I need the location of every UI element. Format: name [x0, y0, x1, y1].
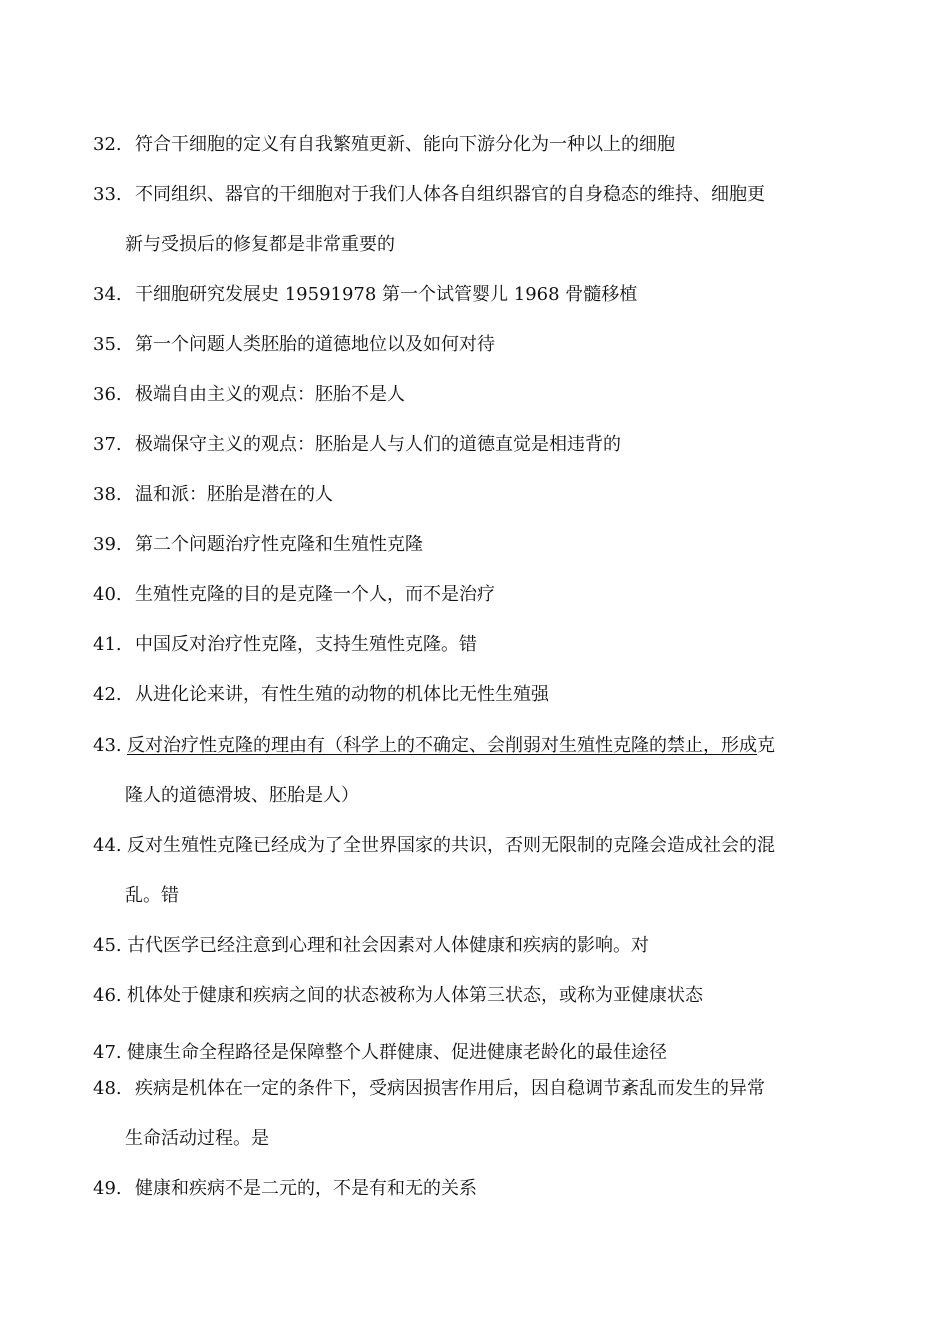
- item-number: 49.: [93, 1178, 122, 1199]
- list-item-continuation: 隆人的道德滑坡、胚胎是人）: [125, 785, 359, 806]
- list-item: [93, 133, 863, 157]
- list-item: [93, 1077, 863, 1101]
- item-text: 符合干细胞的定义有自我繁殖更新、能向下游分化为一种以上的细胞: [135, 134, 675, 155]
- list-item: [93, 283, 863, 307]
- list-item: [93, 734, 863, 758]
- item-text: 反对生殖性克隆已经成为了全世界国家的共识，否则无限制的克隆会造成社会的混: [127, 835, 775, 856]
- item-number: 36.: [93, 384, 122, 405]
- list-item: [93, 834, 863, 858]
- item-text: 生殖性克隆的目的是克隆一个人，而不是治疗: [135, 584, 495, 605]
- item-number: 42.: [93, 684, 122, 705]
- item-text: 第一个问题人类胚胎的道德地位以及如何对待: [135, 334, 495, 355]
- item-text: 从进化论来讲，有性生殖的动物的机体比无性生殖强: [135, 684, 549, 705]
- item-text: 极端保守主义的观点：胚胎是人与人们的道德直觉是相违背的: [135, 434, 621, 455]
- list-item-continuation: 生命活动过程。是: [125, 1128, 269, 1149]
- item-number: 37.: [93, 434, 122, 455]
- item-number: 34.: [93, 284, 122, 305]
- item-number: 43.: [93, 735, 122, 756]
- list-item-continuation: 乱。错: [125, 885, 179, 906]
- list-item: [93, 183, 863, 207]
- item-text: 干细胞研究发展史 19591978 第一个试管婴儿 1968 骨髓移植: [135, 284, 638, 305]
- item-number: 45.: [93, 935, 122, 956]
- item-number: 46.: [93, 985, 122, 1006]
- item-number: 38.: [93, 484, 122, 505]
- item-text: 疾病是机体在一定的条件下，受病因损害作用后，因自稳调节紊乱而发生的异常: [135, 1078, 765, 1099]
- item-number: 35.: [93, 334, 122, 355]
- list-item: [93, 433, 863, 457]
- item-number: 48.: [93, 1078, 122, 1099]
- list-item: [93, 533, 863, 557]
- item-text: 中国反对治疗性克隆，支持生殖性克隆。错: [135, 634, 477, 655]
- item-text: 克: [757, 735, 775, 756]
- list-item: [93, 934, 863, 958]
- list-item: [93, 333, 863, 357]
- item-text: 第二个问题治疗性克隆和生殖性克隆: [135, 534, 423, 555]
- list-item: [93, 984, 863, 1008]
- list-item: [93, 1041, 863, 1065]
- item-text: 健康生命全程路径是保障整个人群健康、促进健康老龄化的最佳途径: [127, 1042, 667, 1063]
- list-item: [93, 1177, 863, 1201]
- list-item: [93, 383, 863, 407]
- item-text: 不同组织、器官的干细胞对于我们人体各自组织器官的自身稳态的维持、细胞更: [135, 184, 765, 205]
- list-item: [93, 583, 863, 607]
- item-number: 40.: [93, 584, 122, 605]
- item-text: 温和派：胚胎是潜在的人: [135, 484, 333, 505]
- item-number: 41.: [93, 634, 122, 655]
- item-number: 32.: [93, 134, 122, 155]
- item-text: 极端自由主义的观点：胚胎不是人: [135, 384, 405, 405]
- item-text: 机体处于健康和疾病之间的状态被称为人体第三状态，或称为亚健康状态: [127, 985, 703, 1006]
- item-number: 33.: [93, 184, 122, 205]
- list-item: [93, 683, 863, 707]
- list-item-continuation: 新与受损后的修复都是非常重要的: [125, 234, 395, 255]
- item-text: 健康和疾病不是二元的，不是有和无的关系: [135, 1178, 477, 1199]
- item-text: 古代医学已经注意到心理和社会因素对人体健康和疾病的影响。对: [127, 935, 649, 956]
- item-number: 47.: [93, 1042, 122, 1063]
- list-item: [93, 633, 863, 657]
- list-item: [93, 483, 863, 507]
- item-number: 39.: [93, 534, 122, 555]
- item-text-underlined: 反对治疗性克隆的理由有（科学上的不确定、会削弱对生殖性克隆的禁止，形成: [127, 735, 757, 756]
- item-number: 44.: [93, 835, 122, 856]
